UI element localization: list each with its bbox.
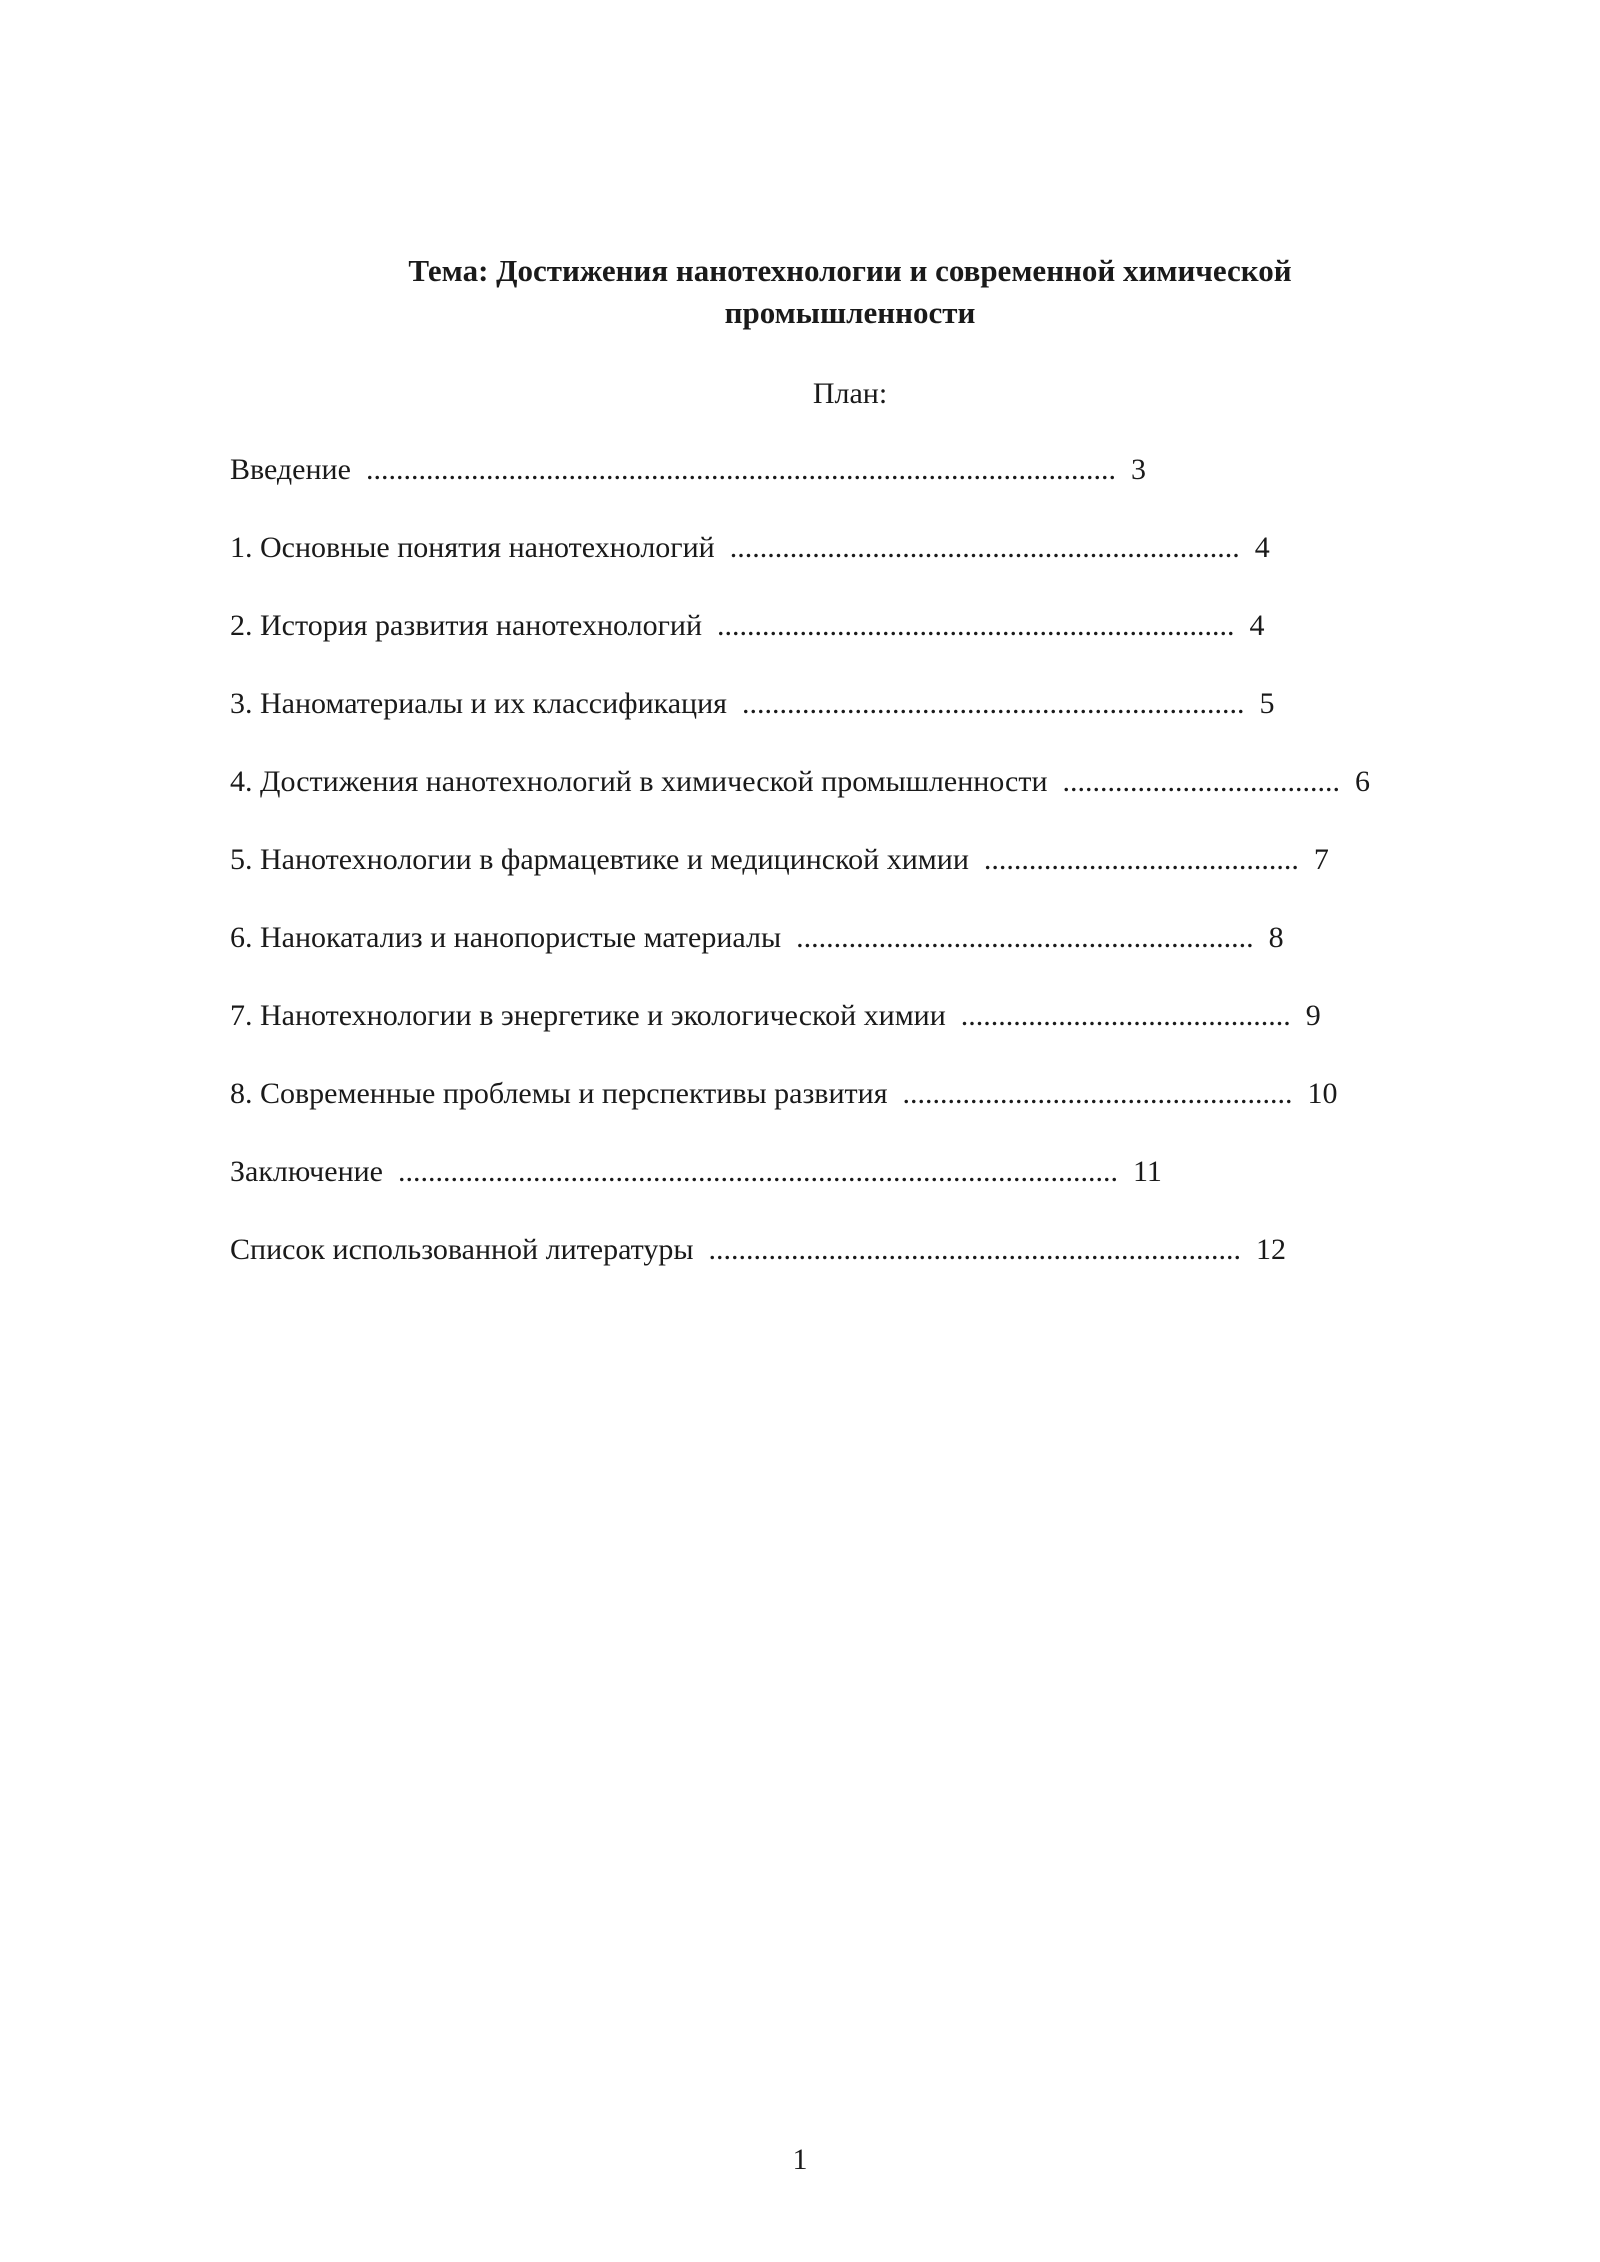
toc-entry-label: 2. История развития нанотехнологий (230, 609, 703, 642)
toc-entry-6 (230, 918, 1570, 996)
toc-entry-page: 9 (1305, 999, 1321, 1032)
title-line-1: Тема: Достижения нанотехнологии и современной химической (408, 253, 1292, 288)
toc-entry-introduction (230, 450, 1570, 528)
toc-leader-dots: .......................................... (983, 843, 1299, 876)
footer-page-number: 1 (792, 2143, 808, 2176)
toc-entry-page: 5 (1259, 687, 1275, 720)
toc-entry-page: 8 (1268, 921, 1284, 954)
toc-entry-label: 4. Достижения нанотехнологий в химической промышленности (230, 765, 1048, 798)
toc-entry-label: 5. Нанотехнологии в фармацевтике и медицинской химии (230, 843, 969, 876)
toc-entry-page: 4 (1249, 609, 1265, 642)
toc-leader-dots: ................................................................................................ (398, 1155, 1118, 1188)
toc-entry-bibliography (230, 1230, 1570, 1308)
toc-entry-page: 11 (1133, 1155, 1162, 1188)
toc-entry-5 (230, 840, 1570, 918)
toc-entry-label: 8. Современные проблемы и перспективы развития (230, 1077, 888, 1110)
toc-leader-dots: ............................................ (960, 999, 1291, 1032)
toc-entry-page: 7 (1313, 843, 1329, 876)
toc-leader-dots: ..................................... (1062, 765, 1341, 798)
toc-entry-7 (230, 996, 1570, 1074)
toc-entry-8 (230, 1074, 1570, 1152)
plan-heading: План: (812, 377, 888, 410)
toc-leader-dots: .................................................................... (729, 531, 1240, 564)
toc-entry-1 (230, 528, 1570, 606)
toc-leader-dots: .................................................... (902, 1077, 1293, 1110)
toc-entry-label: 3. Наноматериалы и их классификация (230, 687, 727, 720)
toc-entry-label: 7. Нанотехнологии в энергетике и экологической химии (230, 999, 946, 1032)
toc-entry-2 (230, 606, 1570, 684)
toc-entry-page: 6 (1355, 765, 1371, 798)
toc-entry-label: 6. Нанокатализ и нанопористые материалы (230, 921, 782, 954)
toc-entry-page: 12 (1255, 1233, 1286, 1266)
toc-leader-dots: ..................................................................... (717, 609, 1235, 642)
toc-entry-conclusion (230, 1152, 1570, 1230)
toc-entry-3 (230, 684, 1570, 762)
toc-leader-dots: .................................................................................................... (365, 453, 1116, 486)
document-title (280, 250, 1420, 334)
toc-entry-page: 10 (1307, 1077, 1338, 1110)
toc-entry-label: Введение (230, 453, 351, 486)
toc-entry-label: 1. Основные понятия нанотехнологий (230, 531, 715, 564)
toc-entry-label: Список использованной литературы (230, 1233, 694, 1266)
toc-leader-dots: ....................................................................... (708, 1233, 1241, 1266)
toc-leader-dots: ............................................................. (796, 921, 1254, 954)
title-line-2: промышленности (724, 295, 976, 330)
toc-entry-label: Заключение (230, 1155, 383, 1188)
toc-entry-4 (230, 762, 1570, 840)
toc-leader-dots: ................................................................... (741, 687, 1245, 720)
table-of-contents (230, 450, 1570, 1308)
toc-entry-page: 3 (1130, 453, 1146, 486)
toc-entry-page: 4 (1254, 531, 1270, 564)
